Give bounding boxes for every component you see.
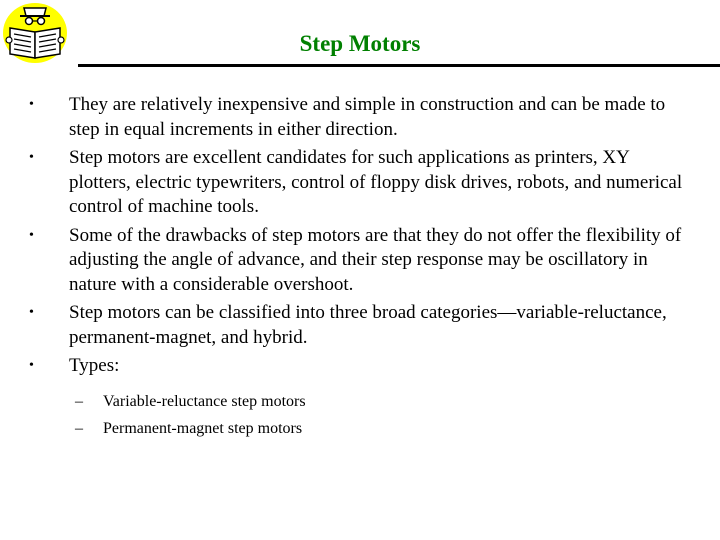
- sub-bullet-item: [69, 388, 686, 415]
- bullet-text: They are relatively inexpensive and simple in construction and can be made to step in equal increments in either direction.: [69, 94, 666, 140]
- slide-title: Step Motors: [299, 31, 421, 56]
- bullet-item: [26, 224, 686, 298]
- bullet-text: Types:: [69, 355, 120, 376]
- bullet-dot-icon: •: [29, 305, 34, 320]
- sub-bullet-text: Permanent-magnet step motors: [103, 419, 303, 437]
- bullet-text: Step motors can be classified into three broad categories—variable-reluctance, permanent-magnet, and hybrid.: [69, 302, 667, 348]
- dash-icon: –: [75, 419, 83, 437]
- bullet-dot-icon: •: [29, 97, 34, 112]
- sub-bullet-text: Variable-reluctance step motors: [103, 392, 306, 410]
- bullet-item: [26, 301, 686, 350]
- bullet-dot-icon: •: [29, 150, 34, 165]
- bullet-text: Some of the drawbacks of step motors are that they do not offer the flexibility of adjusting the angle of advance, and their step response may be oscillatory in nature with a considerable overshoot.: [69, 224, 682, 295]
- bullet-item: [26, 93, 686, 142]
- sub-bullet-item: [69, 415, 686, 442]
- sub-bullet-list: [69, 388, 686, 442]
- header-divider: [78, 64, 720, 67]
- bullet-dot-icon: •: [29, 358, 34, 373]
- bullet-text: Step motors are excellent candidates for such applications as printers, XY plotters, electric typewriters, control of floppy disk drives, robots, and numerical control of machine tools.: [69, 147, 683, 217]
- bullet-item: [26, 146, 686, 220]
- bullet-dot-icon: •: [29, 227, 34, 243]
- dash-icon: –: [75, 392, 83, 410]
- bullet-list: [26, 93, 686, 446]
- bullet-item: [26, 354, 686, 442]
